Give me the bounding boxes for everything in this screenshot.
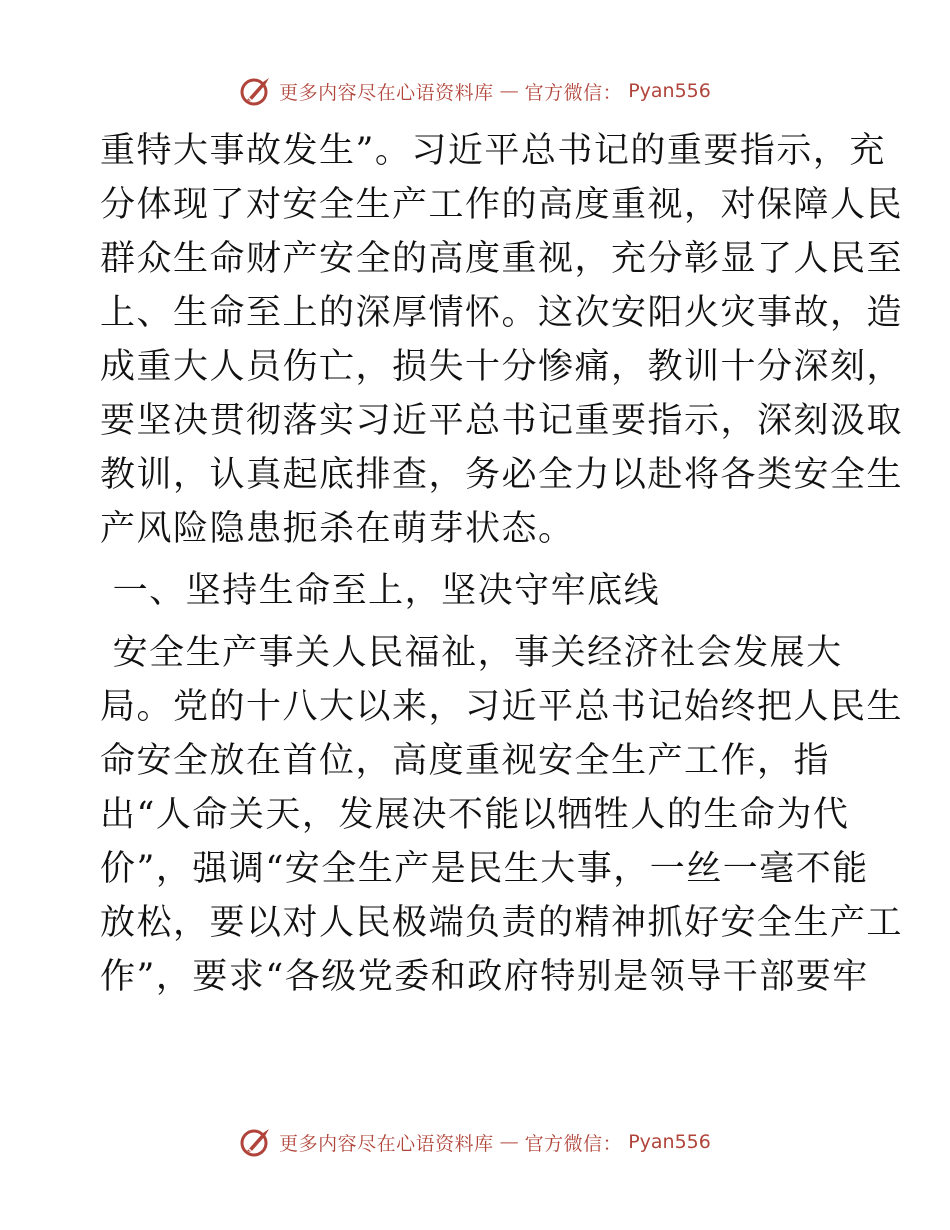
section-line: 作”，要求“各级党委和政府特别是领导干部要牢 (100, 957, 869, 997)
body-line: 成重大人员伤亡，损失十分惨痛，教训十分深刻， (100, 347, 904, 387)
section-line: 安全生产事关人民福祉，事关经济社会发展大 (100, 633, 843, 673)
footer-watermark (0, 1122, 950, 1162)
watermark-text: 更多内容尽在心语资料库 (279, 1132, 494, 1155)
watermark-suffix: 官方微信： (524, 81, 623, 104)
body-line: 上、生命至上的深厚情怀。这次安阳火灾事故，造 (100, 293, 904, 333)
body-line: 群众生命财产安全的高度重视，充分彰显了人民至 (100, 239, 904, 279)
watermark-wechat-id: Pyan556 (628, 80, 711, 102)
section-line: 放松，要以对人民极端负责的精神抓好安全生产工 (100, 903, 904, 943)
watermark-suffix: 官方微信： (524, 1132, 623, 1155)
section-line: 价”，强调“安全生产是民生大事，一丝一毫不能 (100, 849, 869, 889)
header-watermark (0, 71, 950, 111)
section-line: 出“人命关天，发展决不能以牺牲人的生命为代 (100, 795, 850, 835)
watermark-text: 更多内容尽在心语资料库 (279, 81, 494, 104)
watermark-wechat-id: Pyan556 (628, 1131, 711, 1153)
body-line: 分体现了对安全生产工作的高度重视，对保障人民 (100, 185, 904, 225)
body-line: 产风险隐患扼杀在萌芽状态。 (100, 509, 575, 549)
quill-logo-icon (239, 74, 273, 108)
watermark-separator: — (499, 1131, 519, 1153)
body-line: 要坚决贯彻落实习近平总书记重要指示，深刻汲取 (100, 401, 904, 441)
watermark-separator: — (499, 80, 519, 102)
quill-logo-icon (239, 1125, 273, 1159)
section-line: 命安全放在首位，高度重视安全生产工作，指 (100, 741, 831, 781)
body-line: 重特大事故发生”。习近平总书记的重要指示，充 (100, 131, 886, 171)
section-heading: 一、坚持生命至上，坚决守牢底线 (100, 571, 661, 611)
body-line: 教训，认真起底排查，务必全力以赴将各类安全生 (100, 455, 904, 495)
document-body (100, 124, 904, 1004)
section-line: 局。党的十八大以来，习近平总书记始终把人民生 (100, 687, 904, 727)
